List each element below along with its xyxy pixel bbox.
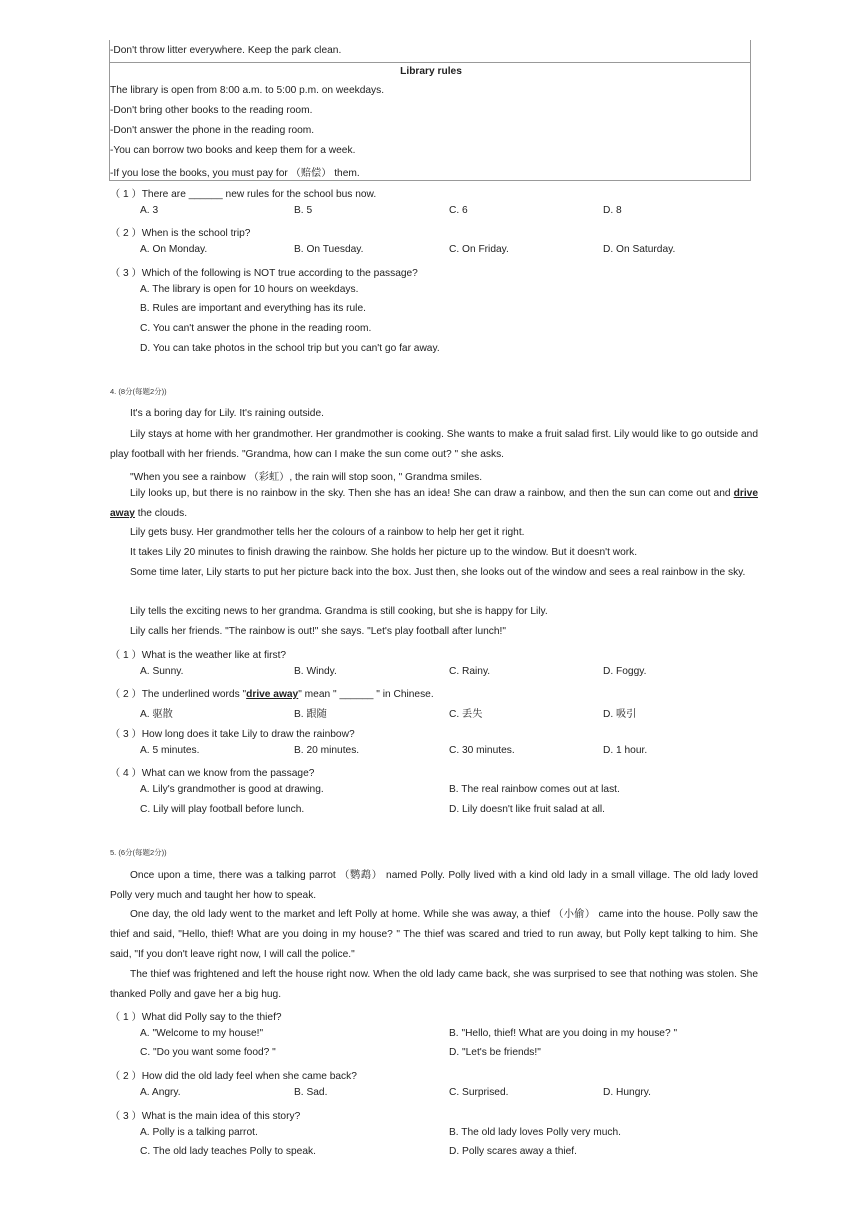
passage-paragraph: Once upon a time, there was a talking parrot （鹦鹉） named Polly. Polly lived with a kind old lady in a small village. The old lady loved Polly very much and taught her how to speak. [110,870,758,901]
option: B. The old lady loves Polly very much. [449,1127,621,1138]
question-stem-text: （ 2 ）The underlined words " [110,689,247,700]
option: C. 6 [449,205,468,216]
library-rules-title: Library rules [400,66,462,77]
passage-paragraph: One day, the old lady went to the market and left Polly at home. While she was away, a thief （小偷） came into the house. Polly saw the thief and said, "Hello, thief! What are you doing in my house? " The thief was scared and tried to run away, but Polly kept talking to him. She said, "If you don't leave right now, I will call the police." [110,909,758,960]
option: A. The library is open for 10 hours on weekdays. [140,284,359,295]
option: C. "Do you want some food? " [140,1047,276,1058]
passage-paragraph: It takes Lily 20 minutes to finish drawing the rainbow. She holds her picture up to the window. But it doesn't work. [130,547,638,558]
option: B. On Tuesday. [294,244,364,255]
option: C. The old lady teaches Polly to speak. [140,1146,316,1157]
option: C. On Friday. [449,244,509,255]
passage-paragraph: Some time later, Lily starts to put her picture back into the box. Just then, she looks out of the window and sees a real rainbow in the sky. [130,567,746,578]
option: D. "Let's be friends!" [449,1047,541,1058]
section-header: 5. (6分(每题2分)) [110,848,167,857]
question-stem: （ 3 ）How long does it take Lily to draw the rainbow? [110,729,355,740]
question-stem-text: " mean " ______ " in Chinese. [298,689,434,700]
option: A. On Monday. [140,244,208,255]
passage-paragraph [110,484,758,524]
option: A. Polly is a talking parrot. [140,1127,258,1138]
option: B. Windy. [294,666,337,677]
library-rule: -If you lose the books, you must pay for （赔偿） them. [110,168,360,179]
question-stem: （ 3 ）What is the main idea of this story? [110,1111,301,1122]
option: B. 20 minutes. [294,745,360,756]
park-rule: -Don't throw litter everywhere. Keep the park clean. [110,45,342,56]
option: B. "Hello, thief! What are you doing in my house? " [449,1028,678,1039]
passage-paragraph: The thief was frightened and left the house right now. When the old lady came back, she was surprised to see that nothing was stolen. She thanked Polly and gave her a big hug. [110,969,758,1000]
option: A. Lily's grandmother is good at drawing. [140,784,324,795]
option: C. You can't answer the phone in the reading room. [140,323,372,334]
option: B. 5 [294,205,313,216]
option: D. Polly scares away a thief. [449,1146,577,1157]
option: B. The real rainbow comes out at last. [449,784,620,795]
option: D. 8 [603,205,622,216]
library-rule: -Don't answer the phone in the reading room. [110,125,315,136]
passage-text: the clouds. [134,507,188,519]
option: C. Lily will play football before lunch. [140,804,305,815]
option: A. 驱散 [140,709,173,720]
option: A. Sunny. [140,666,184,677]
question-stem: （ 4 ）What can we know from the passage? [110,768,315,779]
option: A. Angry. [140,1087,181,1098]
option: A. 3 [140,205,159,216]
option: B. Rules are important and everything has its rule. [140,303,366,314]
option: D. You can take photos in the school trip but you can't go far away. [140,343,440,354]
underlined-phrase: drive away [110,488,758,519]
option: C. Surprised. [449,1087,509,1098]
passage-paragraph: Lily tells the exciting news to her grandma. Grandma is still cooking, but she is happy for Lily. [130,606,548,617]
option: D. 1 hour. [603,745,648,756]
passage-paragraph: "When you see a rainbow （彩虹）, the rain will stop soon, " Grandma smiles. [130,472,483,483]
option: A. "Welcome to my house!" [140,1028,264,1039]
library-rule: -You can borrow two books and keep them for a week. [110,145,356,156]
question-stem: （ 1 ）What is the weather like at first? [110,650,287,661]
option: C. Rainy. [449,666,491,677]
question-stem [110,685,434,700]
passage-paragraph: It's a boring day for Lily. It's raining outside. [130,408,324,419]
question-stem: （ 1 ）What did Polly say to the thief? [110,1012,282,1023]
option: B. Sad. [294,1087,328,1098]
option: B. 跟随 [294,709,327,720]
question-stem: （ 3 ）Which of the following is NOT true according to the passage? [110,268,418,279]
option: C. 丢失 [449,709,483,720]
rules-divider [109,62,751,63]
option: D. On Saturday. [603,244,676,255]
library-rule: -Don't bring other books to the reading room. [110,105,313,116]
passage-text: Lily looks up, but there is no rainbow in the sky. Then she has an idea! She can draw a rainbow, and then the sun can come out and [130,488,731,499]
underlined-phrase: drive away [246,689,299,700]
option: A. 5 minutes. [140,745,200,756]
question-stem: （ 2 ）When is the school trip? [110,228,251,239]
library-rule: The library is open from 8:00 a.m. to 5:00 p.m. on weekdays. [110,85,385,96]
option: D. Lily doesn't like fruit salad at all. [449,804,605,815]
option: D. Foggy. [603,666,647,677]
question-stem: （ 1 ）There are ______ new rules for the school bus now. [110,189,377,200]
passage-paragraph: Lily calls her friends. "The rainbow is out!" she says. "Let's play football after lunch!" [130,626,506,637]
section-header: 4. (8分(每题2分)) [110,387,167,396]
option: C. 30 minutes. [449,745,515,756]
option: D. 吸引 [603,709,637,720]
question-stem: （ 2 ）How did the old lady feel when she came back? [110,1071,357,1082]
passage-paragraph: Lily gets busy. Her grandmother tells her the colours of a rainbow to help her get it right. [130,527,525,538]
option: D. Hungry. [603,1087,651,1098]
passage-paragraph: Lily stays at home with her grandmother. Her grandmother is cooking. She wants to make a fruit salad first. Lily would like to go outside and play football with her friends. "Grandma, how can I make the sun come out? " she asks. [110,429,758,460]
